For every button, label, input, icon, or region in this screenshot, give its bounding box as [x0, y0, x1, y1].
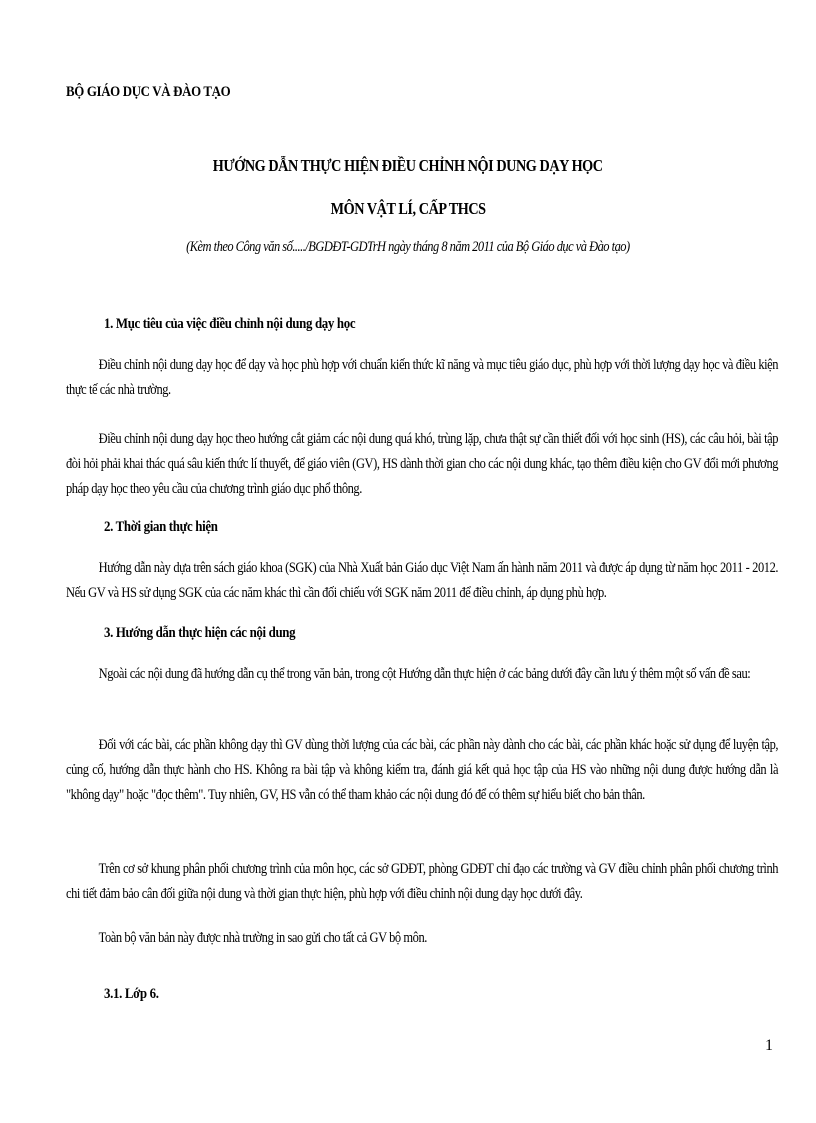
document-reference: [0, 239, 816, 256]
section-1-heading: 1. Mục tiêu của việc điều chỉnh nội dung dạy học: [104, 316, 356, 332]
section-1-paragraph-2: [66, 427, 778, 502]
document-title: [0, 156, 816, 176]
section-1-paragraph-1: [66, 353, 778, 403]
section-3-heading: 3. Hướng dẫn thực hiện các nội dung: [104, 625, 296, 641]
document-subject: [0, 199, 816, 219]
section-3-1-heading: 3.1. Lớp 6.: [104, 986, 159, 1002]
section-3-paragraph-3: [66, 857, 778, 907]
section-3-paragraph-2-text: Đối với các bài, các phần không dạy thì GV dùng thời lượng của các bài, các phần này dành cho các bài, các phần khác hoặc sử dụng để luyện tập, củng cố, hướng dẫn thực hành cho HS. Không ra bài tập và không kiểm tra, đánh giá kết quả học tập của HS vào những nội dung được hướng dẫn là "không dạy" hoặc "đọc thêm". Tuy nhiên, GV, HS vẫn có thể tham khảo các nội dung đó để có thêm sự hiểu biết cho bản thân.: [66, 737, 779, 803]
section-3-paragraph-2: [66, 733, 778, 808]
document-title-text: HƯỚNG DẪN THỰC HIỆN ĐIỀU CHỈNH NỘI DUNG DẠY HỌC: [213, 156, 603, 175]
section-3-paragraph-1-text: Ngoài các nội dung đã hướng dẫn cụ thể trong văn bản, trong cột Hướng dẫn thực hiện ở các bảng dưới đây cần lưu ý thêm một số vấn đề sau:: [98, 666, 751, 682]
section-3-paragraph-4: [66, 926, 778, 951]
ministry-name: BỘ GIÁO DỤC VÀ ĐÀO TẠO: [66, 84, 231, 100]
section-2-paragraph-1: [66, 556, 778, 606]
section-3-paragraph-4-text: Toàn bộ văn bản này được nhà trường in sao gửi cho tất cả GV bộ môn.: [98, 930, 427, 946]
document-subject-text: MÔN VẬT LÍ, CẤP THCS: [330, 199, 486, 218]
section-2-heading: 2. Thời gian thực hiện: [104, 519, 218, 535]
page-number: 1: [765, 1037, 773, 1054]
section-1-paragraph-2-text: Điều chỉnh nội dung dạy học theo hướng cắt giảm các nội dung quá khó, trùng lặp, chưa thật sự cần thiết đối với học sinh (HS), các câu hỏi, bài tập đòi hỏi phải khai thác quá sâu kiến thức lí thuyết, để giáo viên (GV), HS dành thời gian cho các nội dung khác, tạo thêm điều kiện cho GV đổi mới phương pháp dạy học theo yêu cầu của chương trình giáo dục phổ thông.: [66, 431, 779, 497]
section-1-paragraph-1-text: Điều chỉnh nội dung dạy học để dạy và học phù hợp với chuẩn kiến thức kĩ năng và mục tiêu giáo dục, phù hợp với thời lượng dạy học và điều kiện thực tế các nhà trường.: [66, 357, 779, 398]
section-2-paragraph-1-text: Hướng dẫn này dựa trên sách giáo khoa (SGK) của Nhà Xuất bản Giáo dục Việt Nam ấn hành năm 2011 và được áp dụng từ năm học 2011 - 2012. Nếu GV và HS sử dụng SGK của các năm khác thì cần đối chiếu với SGK năm 2011 để điều chỉnh, áp dụng phù hợp.: [66, 560, 779, 601]
document-reference-text: (Kèm theo Công văn số...../BGDĐT-GDTrH ngày tháng 8 năm 2011 của Bộ Giáo dục và Đào tạo): [186, 239, 630, 255]
section-3-paragraph-3-text: Trên cơ sở khung phân phối chương trình của môn học, các sở GDĐT, phòng GDĐT chỉ đạo các trường và GV điều chỉnh phân phối chương trình chi tiết đảm bảo cân đối giữa nội dung và thời gian thực hiện, phù hợp với điều chỉnh nội dung dạy học dưới đây.: [66, 861, 779, 902]
section-3-paragraph-1: [66, 662, 778, 687]
